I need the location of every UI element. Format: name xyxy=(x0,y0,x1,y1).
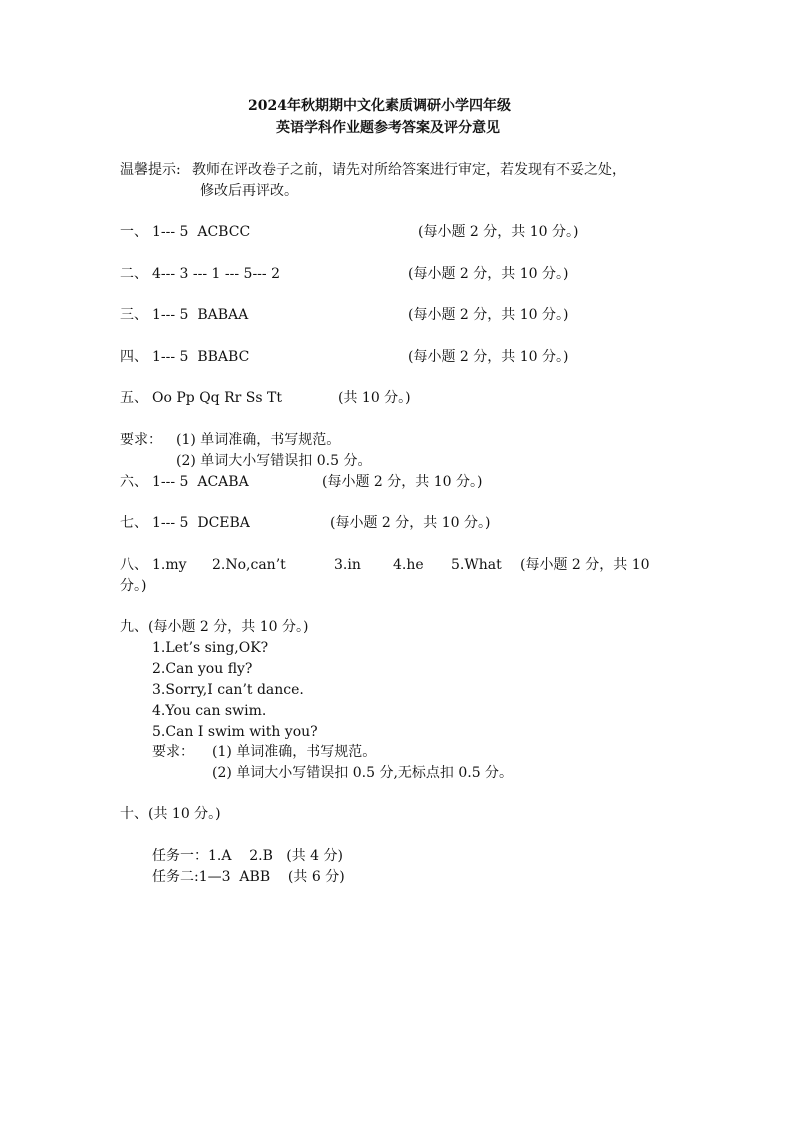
section-score: (每小题 2 分，共 10 xyxy=(520,557,650,573)
section-label: 三、 xyxy=(120,307,148,323)
task-two: 任务二:1—3 ABB (共 6 分) xyxy=(152,869,345,885)
section-label: 四、 xyxy=(120,349,148,365)
section-answer: 1--- 5 DCEBA xyxy=(152,515,250,531)
section-score: (每小题 2 分，共 10 分。) xyxy=(408,349,569,365)
answer-item: 4.he xyxy=(393,557,424,573)
section-score-continued: 分。) xyxy=(120,578,147,594)
section-score: (每小题 2 分，共 10 分。) xyxy=(330,515,491,531)
section-score: (每小题 2 分，共 10 分。) xyxy=(322,474,483,490)
tip-text-line1: 教师在评改卷子之前，请先对所给答案进行审定，若发现有不妥之处， xyxy=(192,162,626,178)
answer-sentence: 2.Can you fly? xyxy=(152,661,253,677)
section-label: 八、 xyxy=(120,557,148,573)
document-title: 2024年秋期期中文化素质调研小学四年级 xyxy=(248,98,511,114)
answer-item: 1.my xyxy=(152,557,187,573)
answer-sentence: 1.Let’s sing,OK? xyxy=(152,640,269,656)
section-answer: Oo Pp Qq Rr Ss Tt xyxy=(152,390,282,406)
section-answer: 1--- 5 BBABC xyxy=(152,349,250,365)
requirement-item: (1) 单词准确，书写规范。 xyxy=(176,432,341,448)
requirement-label: 要求： xyxy=(120,432,162,448)
answer-sentence: 3.Sorry,I can’t dance. xyxy=(152,682,304,698)
section-label: 五、 xyxy=(120,390,148,406)
document-subtitle: 英语学科作业题参考答案及评分意见 xyxy=(276,120,500,136)
requirement-label: 要求： xyxy=(152,744,194,760)
answer-sentence: 4.You can swim. xyxy=(152,703,267,719)
section-score: (共 10 分。) xyxy=(148,806,221,822)
section-score: (共 10 分。) xyxy=(338,390,411,406)
requirement-item: (1) 单词准确，书写规范。 xyxy=(212,744,377,760)
section-score: (每小题 2 分，共 10 分。) xyxy=(408,307,569,323)
section-label: 一、 xyxy=(120,224,148,240)
section-label: 九、 xyxy=(120,619,148,635)
section-label: 七、 xyxy=(120,515,148,531)
section-score: (每小题 2 分，共 10 分。) xyxy=(418,224,579,240)
section-answer: 1--- 5 ACBCC xyxy=(152,224,251,240)
task-one: 任务一：1.A 2.B (共 4 分) xyxy=(152,848,343,864)
requirement-item: (2) 单词大小写错误扣 0.5 分。 xyxy=(176,453,372,469)
requirement-item: (2) 单词大小写错误扣 0.5 分,无标点扣 0.5 分。 xyxy=(212,765,514,781)
answer-item: 5.What xyxy=(451,557,502,573)
section-answer: 1--- 5 BABAA xyxy=(152,307,249,323)
section-score: (每小题 2 分，共 10 分。) xyxy=(408,266,569,282)
answer-sentence: 5.Can I swim with you? xyxy=(152,724,318,740)
section-answer: 1--- 5 ACABA xyxy=(152,474,249,490)
section-label: 二、 xyxy=(120,266,148,282)
section-label: 十、 xyxy=(120,806,148,822)
section-answer: 4--- 3 --- 1 --- 5--- 2 xyxy=(152,266,281,282)
section-score: (每小题 2 分，共 10 分。) xyxy=(148,619,309,635)
section-label: 六、 xyxy=(120,474,148,490)
answer-item: 2.No,can’t xyxy=(212,557,286,573)
answer-item: 3.in xyxy=(334,557,361,573)
tip-text-line2: 修改后再评改。 xyxy=(200,183,298,199)
tip-label: 温馨提示: xyxy=(120,162,181,178)
